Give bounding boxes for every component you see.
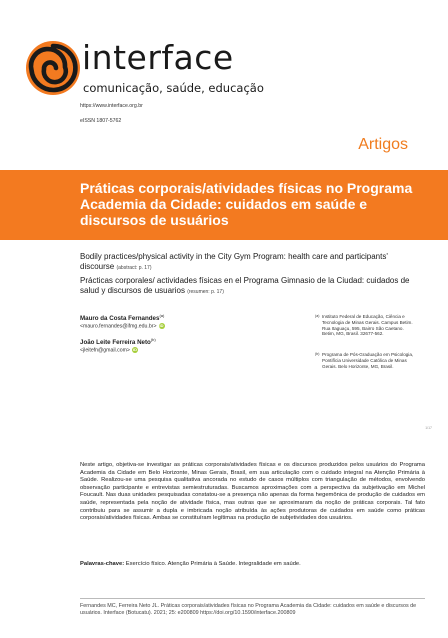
- journal-subtitle: comunicação, saúde, educação: [83, 81, 264, 95]
- journal-url[interactable]: https://www.interface.org.br: [80, 103, 143, 109]
- keywords: Exercício físico. Atenção Primária à Saúde. Integralidade em saúde.: [125, 561, 301, 567]
- author-1-email-line: [80, 323, 165, 329]
- affiliation-a: [315, 314, 418, 337]
- author-1-name: Mauro da Costa Fernandes: [80, 315, 160, 323]
- journal-logo: [25, 40, 285, 102]
- journal-name: interface: [82, 38, 234, 77]
- author-2-mark: (b): [150, 337, 156, 342]
- article-title: Práticas corporais/atividades físicas no Programa Academia da Cidade: cuidados em saúde e discursos de usuários: [80, 180, 413, 228]
- page-number: 1/17: [425, 426, 432, 430]
- author-1-mark: (a): [159, 313, 165, 318]
- spanish-title-block: [80, 276, 420, 297]
- author-2-email[interactable]: <jleitefn@gmail.com>: [80, 347, 130, 354]
- keywords-label: Palavras-chave:: [80, 561, 125, 567]
- affiliation-a-text: Instituto Federal de Educação, Ciência e Tecnologia de Minas Gerais. Campus Betim. Rua Itaguaçu, 595, Bairro São Caetano. Betim, MG, Brasil. 32677-562.: [322, 314, 413, 337]
- author-2-email-line: [80, 347, 138, 353]
- english-title: Bodily practices/physical activity in the City Gym Program: health care and participants' discourse: [80, 252, 388, 271]
- affiliation-b-label: (b): [315, 352, 320, 356]
- author-2: [80, 337, 156, 346]
- orcid-icon[interactable]: iD: [159, 323, 164, 328]
- affiliation-b: [315, 352, 418, 369]
- keywords-line: [80, 561, 425, 567]
- spiral-logo-icon: [25, 40, 81, 96]
- journal-eissn: eISSN 1807-5762: [80, 118, 122, 124]
- section-label: Artigos: [358, 136, 408, 153]
- english-abstract-note[interactable]: (abstract: p. 17): [116, 265, 152, 271]
- footer-divider: [80, 598, 425, 599]
- orcid-icon[interactable]: iD: [132, 347, 137, 352]
- spanish-title: Prácticas corporales/ actividades físicas en el Programa Gimnasio de la Ciudad: cuidados de salud y discursos de usuarios: [80, 276, 410, 295]
- affiliation-b-text: Programa de Pós-Graduação em Psicologia, Pontifícia Universidade Católica de Minas Gerais. Belo Horizonte, MG, Brasil.: [322, 352, 414, 369]
- author-2-name: João Leite Ferreira Neto: [80, 339, 151, 347]
- spanish-abstract-note[interactable]: (resumen: p. 17): [187, 289, 224, 295]
- citation: Fernandes MC, Ferreira Neto JL. Práticas corporais/atividades físicas no Programa Academia da Cidade: cuidados em saúde e discursos de usuários. Interface (Botucatu). 2021; 25: e200809 https://doi.org/10.1590/interface.200809: [80, 603, 417, 616]
- abstract: Neste artigo, objetiva-se investigar as práticas corporais/atividades físicas e os discursos produzidos pelos usuários do Programa Academia da Cidade em Belo Horizonte, Minas Gerais, Brasil, em sua articulação com o cuidado integral na Atenção Primária à Saúde. Realizou-se uma pesquisa qualitativa ancorada no estudo de casos múltiplos com triangulação de métodos, envolvendo observação participante e entrevistas semiestruturadas. Buscamos aproximações com a perspectiva da subjetivação em Michel Foucault. Nas duas unidades pesquisadas constatou-se a presença não apenas da forma hegemônica de produção de cuidados em saúde, representada pela noção de atividade física, mas outras que se aproximaram da noção de práticas corporais. Tal fato contribuiu para se assumir a dupla e imbricada noção atribuída às ações produtoras de cuidados em saúde como práticas corporais/atividades físicas. Ambas se constituíram legítimas na produção de subjetividades dos usuários.: [80, 462, 425, 522]
- english-title-block: [80, 252, 420, 273]
- author-1-email[interactable]: <mauro.fernandes@ifmg.edu.br>: [80, 323, 157, 330]
- author-1: [80, 313, 164, 322]
- affiliation-a-label: (a): [315, 314, 320, 318]
